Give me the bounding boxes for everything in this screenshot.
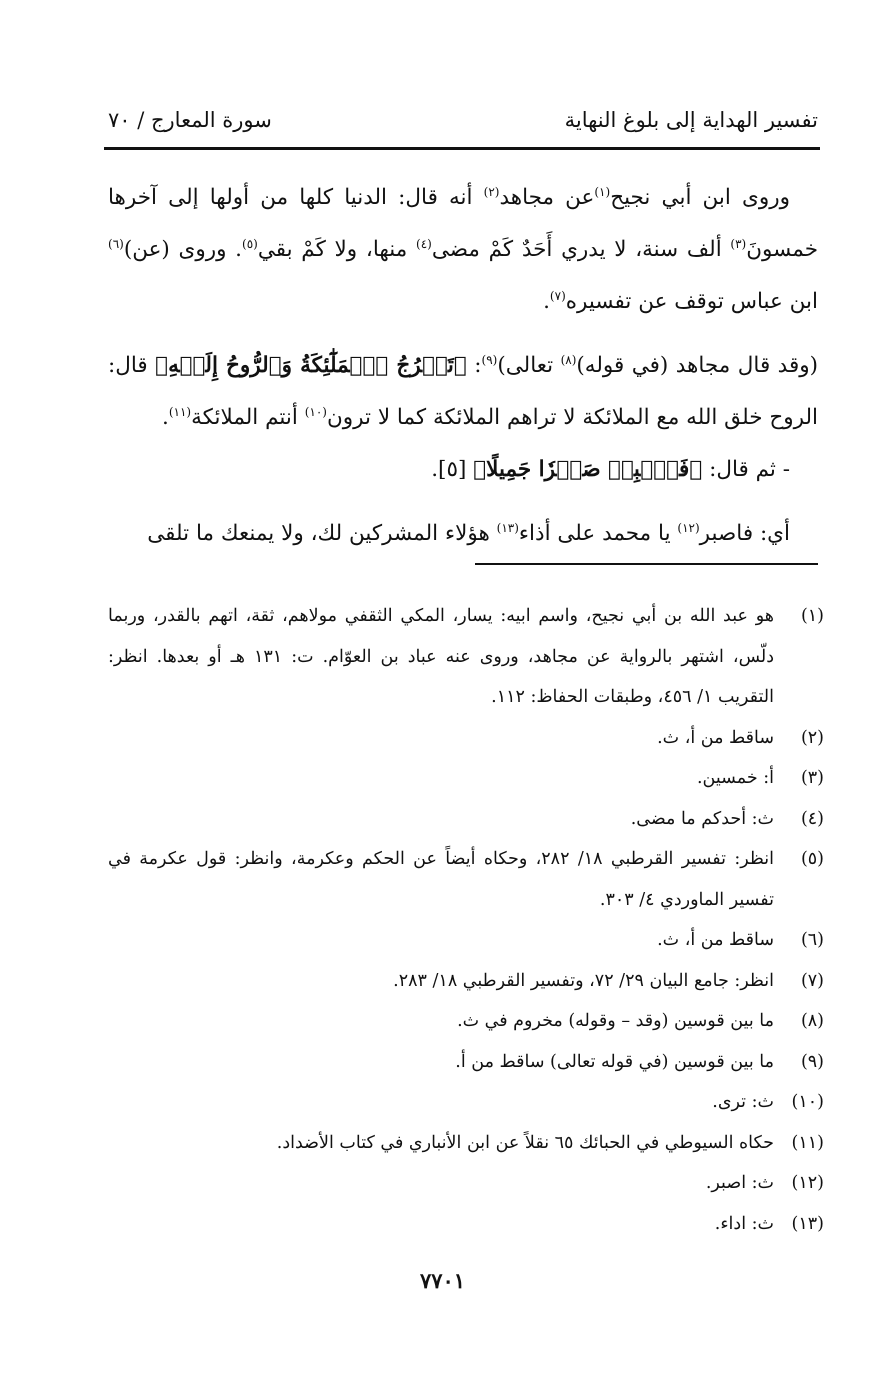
paragraph-4: أي: فاصبر$^{(١٢)}$ يا محمد على أذاء$^{(١٣)}$ هؤلاء المشركين لك، ولا يمنعك ما تلقى bbox=[147, 520, 790, 546]
footnote bbox=[108, 718, 824, 759]
footnote-ref[interactable]: (٧) bbox=[549, 288, 566, 303]
footnote-ref[interactable]: (٩) bbox=[481, 352, 498, 367]
footnote-number: (٦) bbox=[800, 930, 824, 950]
footnote-text: أ: خمسين. bbox=[696, 768, 774, 788]
book-title: تفسير الهداية إلى بلوغ النهاية bbox=[564, 108, 818, 132]
footnote-text: حكاه السيوطي في الحبائك ٦٥ نقلاً عن ابن الأنباري في كتاب الأضداد. bbox=[276, 1132, 774, 1153]
footnote-text: ساقط من أ، ث. bbox=[657, 727, 774, 748]
footnote bbox=[108, 596, 824, 718]
footnote-number: (٩) bbox=[800, 1051, 824, 1072]
footnote-ref[interactable]: (١٢) bbox=[677, 520, 700, 535]
footnote-ref[interactable]: (١٠) bbox=[304, 404, 327, 419]
footnote-number: (١١) bbox=[791, 1132, 824, 1153]
footnote bbox=[108, 1082, 824, 1123]
footnote bbox=[108, 1204, 824, 1245]
footnote-ref[interactable]: (٢) bbox=[483, 184, 500, 199]
footnote bbox=[108, 758, 824, 799]
footnote-text: ما بين قوسين (في قوله تعالى) ساقط من أ. bbox=[455, 1051, 774, 1072]
footnote-number: (١٢) bbox=[791, 1173, 824, 1193]
running-header bbox=[108, 100, 818, 140]
footnote-number: (٤) bbox=[800, 808, 824, 829]
footnote bbox=[108, 839, 824, 920]
footnote-text: هو عبد الله بن أبي نجيح، واسم ابيه: يسار، المكي الثقفي مولاهم، ثقة، اتهم بالقدر، وربما دلّس، اشتهر بالرواية عن مجاهد، وروى عنه عباد بن العوّام. ت: ١٣١ هـ أو بعدها. انظر: التقريب ١/ ٤٥٦، وطبقات الحفاظ: ١١٢. bbox=[108, 606, 775, 707]
footnote-text: انظر: تفسير القرطبي ١٨/ ٢٨٢، وحكاه أيضاً عن الحكم وعكرمة، وانظر: قول عكرمة في تفسير الماوردي ٤/ ٣٠٣. bbox=[108, 849, 774, 910]
footnote-number: (٧) bbox=[800, 970, 824, 991]
footnote-number: (٥) bbox=[800, 849, 824, 869]
footnote-number: (١٠) bbox=[791, 1092, 824, 1112]
footnote bbox=[108, 1042, 824, 1083]
footnote-ref[interactable]: (٨) bbox=[560, 352, 577, 367]
footnote-ref[interactable]: (٥) bbox=[242, 236, 258, 251]
quran-verse: ﴿فَٱصۡبِرۡ صَبۡرٗا جَمِيلًا﴾ bbox=[473, 457, 703, 482]
footnote-separator bbox=[475, 563, 818, 565]
footnote bbox=[108, 961, 824, 1002]
paragraph-1: وروى ابن أبي نجيح$^{(١)}$عن مجاهد$^{(٢)}$ أنه قال: الدنيا كلها من أولها إلى آخرها خمسونَ$^{(٣)}$ ألف سنة، لا يدري أَحَدٌ كَمْ مضى$^{(٤)}$ منها، ولا كَمْ بقي$^{(٥)}$. وروى (عن)$^{(٦)}$ ابن عباس توقف عن تفسيره$^{(٧)}$. bbox=[108, 184, 818, 314]
footnote-number: (٢) bbox=[800, 727, 824, 748]
footnote-text: ث: اصبر. bbox=[705, 1173, 774, 1193]
footnote-ref[interactable]: (٣) bbox=[730, 236, 747, 251]
footnote-ref[interactable]: (١١) bbox=[168, 404, 192, 419]
verse-number: [٥]. bbox=[431, 457, 467, 482]
footnote bbox=[108, 799, 824, 840]
footnote-text: ث: أحدكم ما مضى. bbox=[630, 808, 774, 829]
footnote bbox=[108, 1163, 824, 1204]
header-rule bbox=[104, 147, 820, 150]
footnote-ref[interactable]: (١) bbox=[594, 184, 611, 199]
footnote-number: (١) bbox=[800, 606, 824, 626]
footnotes bbox=[108, 596, 824, 1244]
footnote-number: (٣) bbox=[800, 768, 824, 788]
quran-verse: ﴿تَعۡرُجُ ٱلۡمَلَٰٓئِكَةُ وَٱلرُّوحُ إِلَيۡهِ﴾ bbox=[155, 353, 467, 378]
paragraph-2: (وقد قال مجاهد (في قوله)$^{(٨)}$ تعالى)$^{(٩)}$: ﴿تَعۡرُجُ ٱلۡمَلَٰٓئِكَةُ وَٱلرُّوحُ إِلَيۡهِ﴾ قال: الروح خلق الله مع الملائكة لا تراهم الملائكة كما لا ترون$^{(١٠)}$ أنتم الملائكة$^{(١١)}$. bbox=[108, 352, 819, 430]
main-text bbox=[108, 172, 818, 560]
footnote-ref[interactable]: (٤) bbox=[416, 236, 432, 251]
footnote bbox=[108, 1123, 824, 1164]
surah-page-label: سورة المعارج / ٧٠ bbox=[108, 108, 272, 132]
footnote-ref[interactable]: (١٣) bbox=[496, 520, 519, 535]
footnote-text: ما بين قوسين (وقد – وقوله) مخروم في ث. bbox=[457, 1011, 774, 1031]
footnote-text: انظر: جامع البيان ٢٩/ ٧٢، وتفسير القرطبي ١٨/ ٢٨٣. bbox=[393, 970, 774, 991]
paragraph-3: - ثم قال: ﴿فَٱصۡبِرۡ صَبۡرٗا جَمِيلًا﴾ [٥]. bbox=[431, 457, 790, 482]
footnote-text: ث: ترى. bbox=[712, 1092, 774, 1112]
footnote-number: (٨) bbox=[800, 1011, 824, 1031]
footnote-number: (١٣) bbox=[791, 1213, 824, 1234]
footnote bbox=[108, 1001, 824, 1042]
footnote-text: ث: اداء. bbox=[714, 1213, 774, 1234]
page-number: ٧٧٠١ bbox=[419, 1268, 466, 1293]
footnote-ref[interactable]: (٦) bbox=[108, 236, 124, 251]
footnote-text: ساقط من أ، ث. bbox=[657, 930, 774, 950]
footnote bbox=[108, 920, 824, 961]
